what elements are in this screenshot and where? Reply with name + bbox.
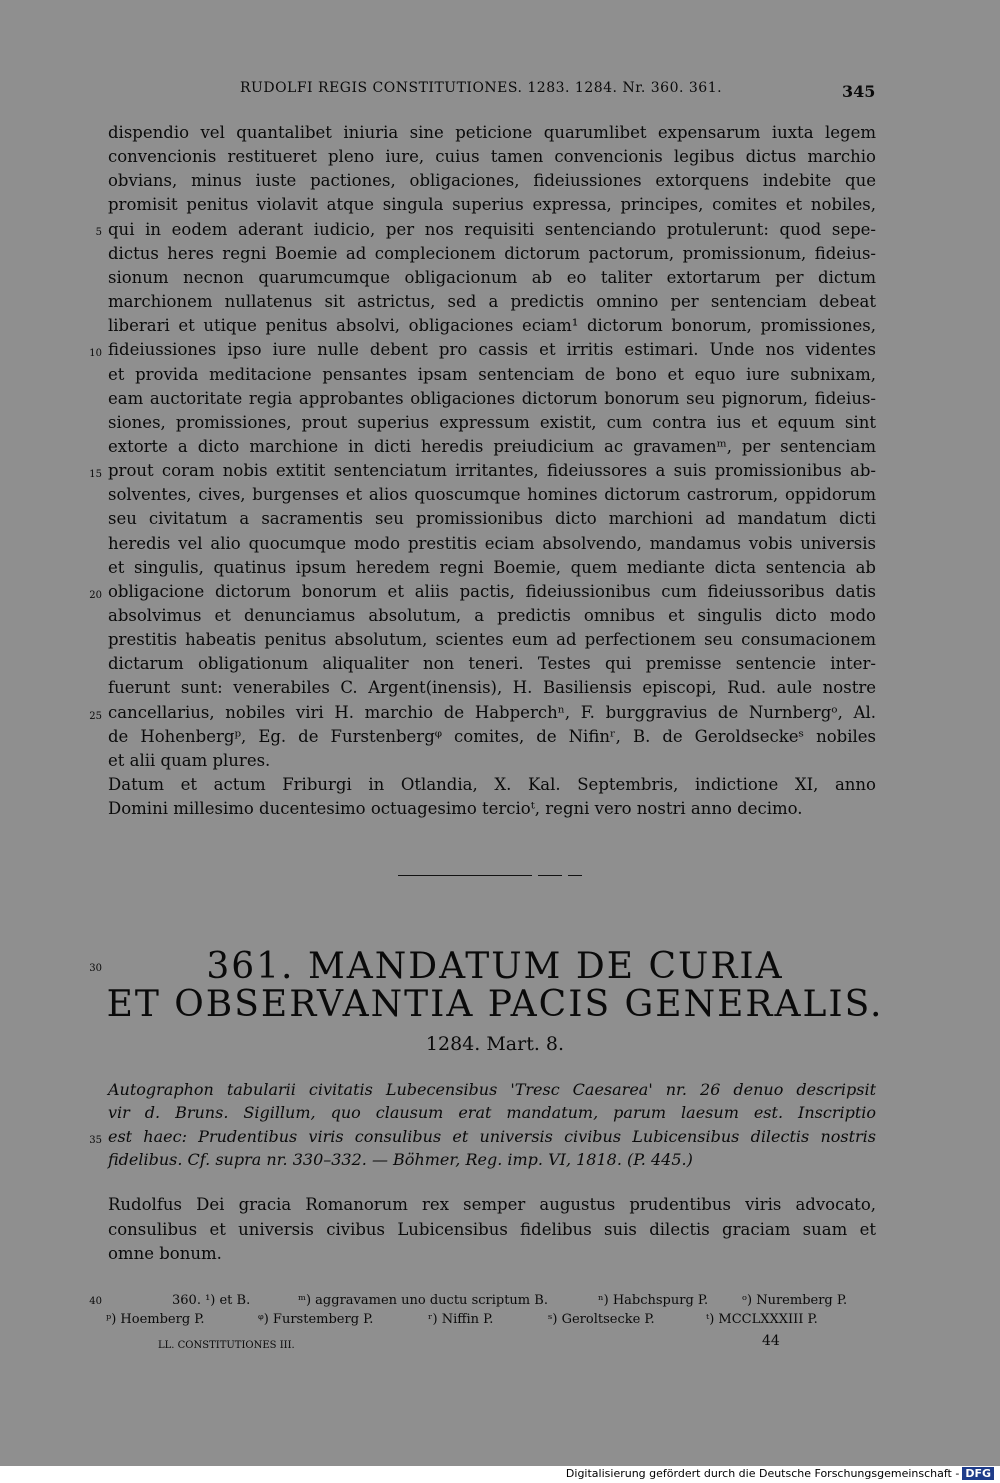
body-line: omne bonum.	[108, 1244, 222, 1263]
text-line: marchionem nullatenus sit astrictus, sed a predictis omnino per sentenciam debeat	[108, 292, 876, 312]
footnote: ᵠ) Furstemberg P.	[258, 1312, 374, 1327]
footnote: 360. ¹) et B.	[172, 1293, 251, 1308]
text-line: heredis vel alio quocumque modo prestitis eciam absolvendo, mandamus vobis universis	[108, 533, 876, 553]
text-line: absolvimus et denunciamus absolutum, a predictis omnibus et singulis dicto modo	[108, 606, 876, 625]
text-line: prout coram nobis extitit sentenciatum irritantes, fideiussores a suis promissionibus ab-	[108, 461, 876, 481]
text-line: Domini millesimo ducentesimo octuagesimo tercioᵗ, regni vero nostri anno decimo.	[108, 799, 803, 819]
text-line: extorte a dicto marchione in dicti heredis preiudicium ac gravamenᵐ, per sentenciam	[108, 436, 876, 456]
sheet-signature: 44	[762, 1333, 780, 1349]
line-number: 10	[89, 348, 102, 359]
text-line: dictus heres regni Boemie ad complecionem dictorum pactorum, promissionum, fideius-	[108, 243, 876, 263]
section-separator-rule	[398, 875, 532, 876]
dfg-logo-icon: DFG	[962, 1467, 994, 1480]
line-number: 40	[89, 1296, 102, 1307]
text-line: prestitis habeatis penitus absolutum, scientes eum ad perfectionem seu consumacionem	[108, 630, 876, 650]
footnote: ⁿ) Habchspurg P.	[598, 1293, 709, 1308]
intro-line: vir d. Bruns. Sigillum, quo clausum erat mandatum, parum laesum est. Inscriptio	[108, 1103, 876, 1123]
text-line: de Hohenbergᵖ, Eg. de Furstenbergᵠ comites, de Nifinʳ, B. de Geroldseckeˢ nobiles	[108, 726, 876, 746]
intro-line: est haec: Prudentibus viris consulibus et universis civibus Lubicensibus dilectis nostris	[108, 1126, 876, 1146]
body-line: consulibus et universis civibus Lubicensibus fidelibus suis dilectis graciam suam et	[108, 1219, 876, 1239]
line-number: 35	[89, 1135, 102, 1146]
funding-text: Digitalisierung gefördert durch die Deutsche Forschungsgemeinschaft -	[565, 1467, 960, 1480]
line-number: 30	[89, 963, 102, 974]
running-title: RUDOLFI REGIS CONSTITUTIONES. 1283. 1284. Nr. 360. 361.	[240, 80, 723, 96]
text-line: Datum et actum Friburgi in Otlandia, X. Kal. Septembris, indictione XI, anno	[108, 775, 876, 795]
text-line: fideiussiones ipso iure nulle debent pro cassis et irritis estimari. Unde nos videntes	[108, 340, 876, 360]
text-line: et provida meditacione pensantes ipsam sentenciam de bono et equo iure subnixam,	[108, 364, 876, 384]
text-line: fuerunt sunt: venerabiles C. Argent(inensis), H. Basiliensis episcopi, Rud. aule nostre	[108, 678, 876, 698]
body-line: Rudolfus Dei gracia Romanorum rex semper augustus prudentibus viris advocato,	[108, 1195, 876, 1214]
text-line: eam auctoritate regia approbantes obligaciones dictorum bonorum seu pignorum, fideius-	[108, 388, 876, 408]
text-line: siones, promissiones, prout superius expressum existit, cum contra ius et equum sint	[108, 412, 876, 432]
text-line: qui in eodem aderant iudicio, per nos requisiti sentenciando protulerunt: quod sepe-	[108, 219, 876, 239]
text-line: et alii quam plures.	[108, 750, 271, 770]
intro-line: Autographon tabularii civitatis Lubecensibus 'Tresc Caesarea' nr. 26 denuo descripsit	[108, 1080, 876, 1099]
footnote: ʳ) Niffin P.	[428, 1312, 494, 1327]
text-line: sionum necnon quarumcumque obligacionum ab eo taliter extortarum per dictum	[108, 267, 876, 287]
section-separator-rule-short	[538, 875, 562, 876]
text-line: dispendio vel quantalibet iniuria sine peticione quarumlibet expensarum iuxta legem	[108, 123, 876, 142]
intro-line: fidelibus. Cf. supra nr. 330–332. — Böhmer, Reg. imp. VI, 1818. (P. 445.)	[108, 1149, 693, 1169]
document-title-line1: 361. MANDATUM DE CURIA	[206, 946, 784, 987]
footnote: ˢ) Geroltsecke P.	[548, 1312, 655, 1327]
footnote: ᵐ) aggravamen uno ductu scriptum B.	[298, 1293, 548, 1308]
text-line: liberari et utique penitus absolvi, obligaciones eciam¹ dictorum bonorum, promissiones,	[108, 316, 876, 336]
document-date: 1284. Mart. 8.	[425, 1033, 565, 1055]
text-line: convencionis restitueret pleno iure, cuius tamen convencionis legibus dictus marchio	[108, 147, 876, 167]
text-line: promisit penitus violavit atque singula superius expressa, principes, comites et nobiles,	[108, 195, 876, 215]
document-title-line2: ET OBSERVANTIA PACIS GENERALIS.	[106, 984, 884, 1025]
text-line: obligacione dictorum bonorum et aliis pactis, fideiussionibus cum fideiussoribus datis	[108, 581, 876, 601]
series-footer: LL. CONSTITUTIONES III.	[158, 1340, 295, 1351]
line-number: 15	[89, 469, 102, 480]
footnote: ᵖ) Hoemberg P.	[106, 1312, 205, 1327]
text-line: seu civitatum a sacramentis seu promissionibus dicto marchioni ad mandatum dicti	[108, 509, 876, 529]
text-line: cancellarius, nobiles viri H. marchio de Habperchⁿ, F. burggravius de Nurnbergᵒ, Al.	[108, 702, 876, 722]
funding-banner	[566, 1467, 994, 1480]
footnote: ᵒ) Nuremberg P.	[742, 1293, 848, 1308]
section-separator-rule-short	[568, 875, 582, 876]
line-number: 5	[95, 227, 102, 238]
line-number: 25	[89, 711, 102, 722]
text-line: obvians, minus iuste pactiones, obligaciones, fideiussiones extorquens indebite que	[108, 171, 876, 191]
page-number: 345	[842, 82, 876, 101]
text-line: solventes, cives, burgenses et alios quoscumque homines dictorum castrorum, oppidorum	[108, 485, 876, 505]
text-line: dictarum obligationum aliqualiter non teneri. Testes qui premisse sentencie inter-	[108, 654, 876, 674]
footnote: ᵗ) MCCLXXXIII P.	[706, 1312, 818, 1327]
text-line: et singulis, quatinus ipsum heredem regni Boemie, quem mediante dicta sentencia ab	[108, 557, 876, 577]
line-number: 20	[89, 590, 102, 601]
